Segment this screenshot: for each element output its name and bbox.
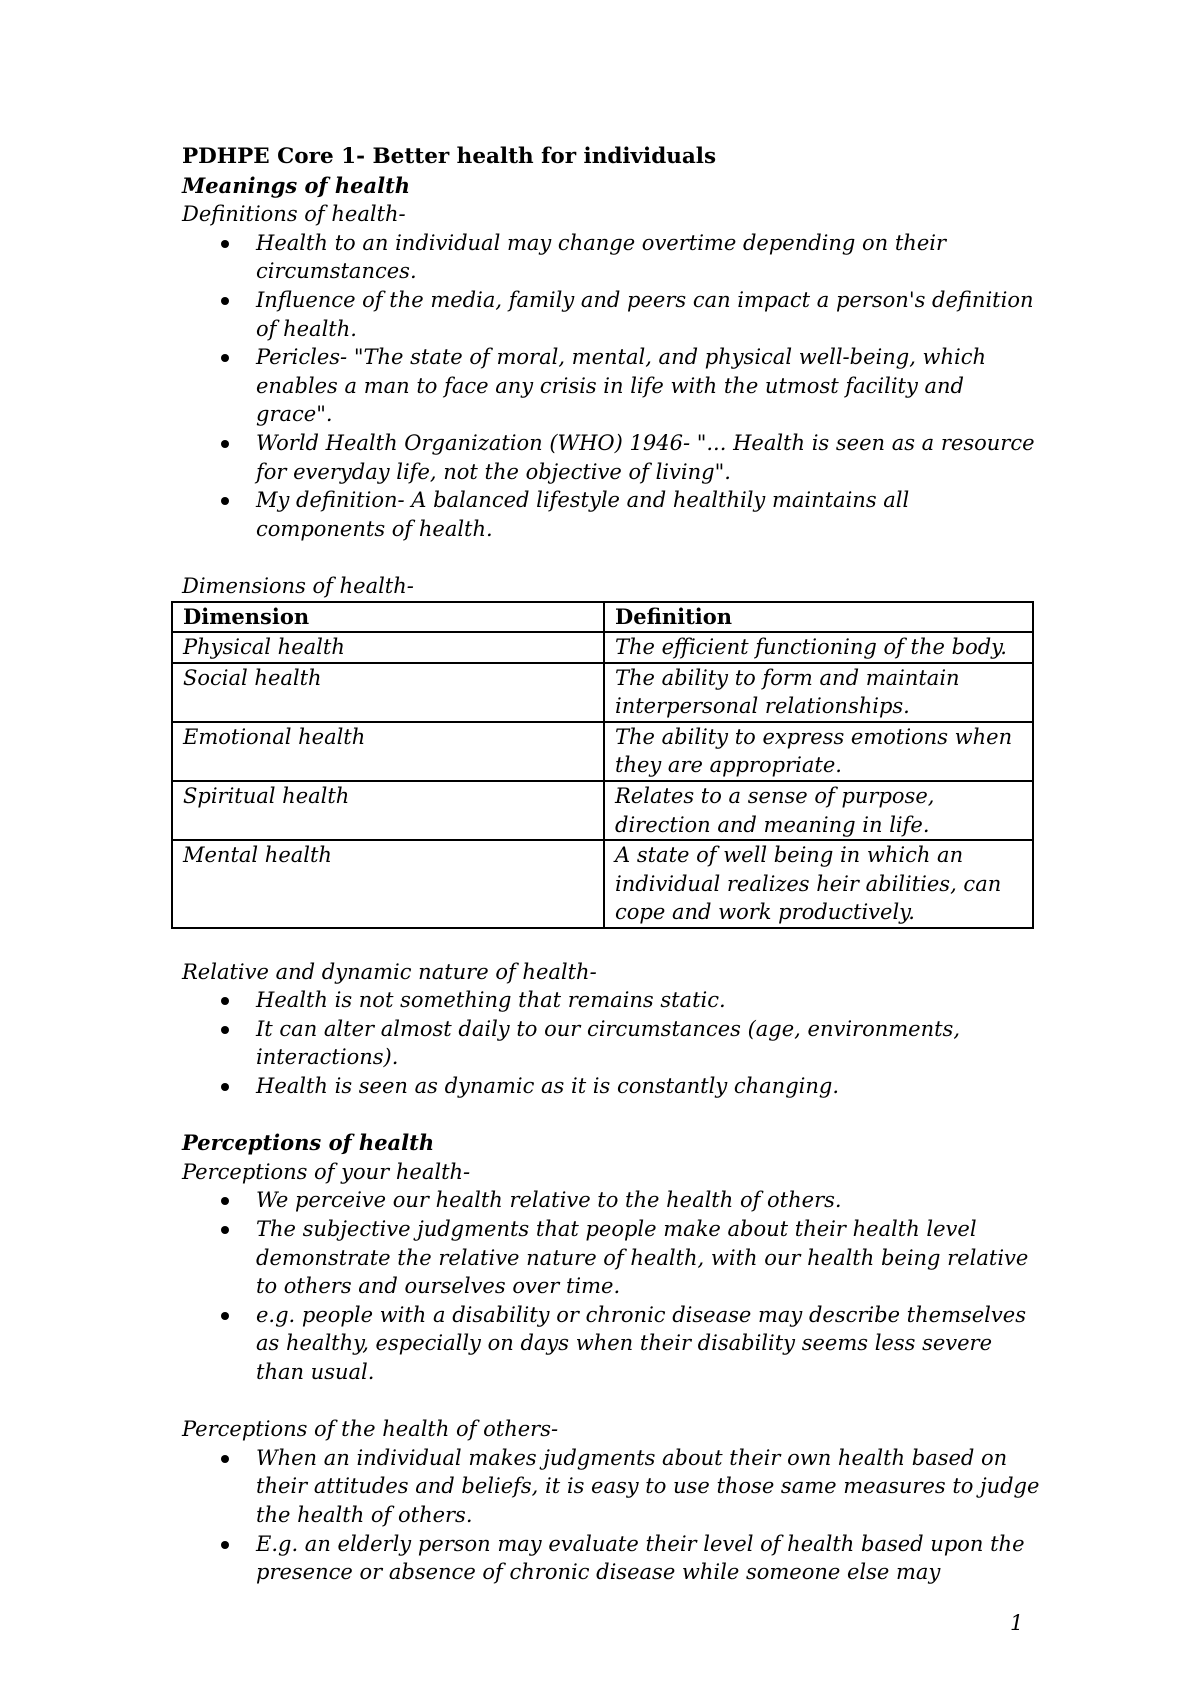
relative-list xyxy=(182,986,1042,1100)
list-item: Influence of the media, family and peers can impact a person's definition of health. xyxy=(182,286,1042,343)
list-item: My definition- A balanced lifestyle and healthily maintains all components of health. xyxy=(182,486,1042,543)
table-cell: Mental health xyxy=(172,840,604,928)
subheading-definitions: Definitions of health- xyxy=(182,202,406,227)
others-health-list xyxy=(182,1444,1042,1587)
list-item: E.g. an elderly person may evaluate their level of health based upon the presence or absence of chronic disease while someone else may xyxy=(182,1530,1042,1587)
your-health-list xyxy=(182,1186,1042,1386)
subheading-your-health: Perceptions of your health- xyxy=(182,1159,471,1184)
table-cell: The ability to express emotions when they are appropriate. xyxy=(604,722,1033,781)
definitions-list xyxy=(182,229,1042,544)
table-cell: Emotional health xyxy=(172,722,604,781)
spacer xyxy=(182,1101,1042,1130)
spacer xyxy=(182,929,1042,958)
spacer xyxy=(182,543,1042,572)
table-row xyxy=(172,781,1033,840)
document-title: PDHPE Core 1- Better health for individuals xyxy=(182,144,717,169)
list-item: It can alter almost daily to our circumstances (age, environments, interactions). xyxy=(182,1015,1042,1072)
list-item: Pericles- "The state of moral, mental, and physical well-being, which enables a man to face any crisis in life with the utmost facility and grace". xyxy=(182,343,1042,429)
table-cell: Social health xyxy=(172,663,604,722)
list-item: Health is not something that remains static. xyxy=(182,986,1042,1015)
list-item: When an individual makes judgments about their own health based on their attitudes and beliefs, it is easy to use those same measures to judge the health of others. xyxy=(182,1444,1042,1530)
dimensions-table xyxy=(171,601,1034,930)
table-row xyxy=(172,722,1033,781)
table-cell: Physical health xyxy=(172,632,604,663)
table-cell: The ability to form and maintain interpersonal relationships. xyxy=(604,663,1033,722)
table-row xyxy=(172,632,1033,663)
section-heading-meanings: Meanings of health xyxy=(182,172,411,198)
document-page xyxy=(182,143,1042,1587)
section-heading-perceptions: Perceptions of health xyxy=(182,1130,435,1156)
list-item: e.g. people with a disability or chronic disease may describe themselves as healthy, especially on days when their disability seems less severe than usual. xyxy=(182,1301,1042,1387)
table-cell: Relates to a sense of purpose, direction and meaning in life. xyxy=(604,781,1033,840)
table-header-cell: Dimension xyxy=(172,602,604,633)
table-cell: The efficient functioning of the body. xyxy=(604,632,1033,663)
subheading-dimensions: Dimensions of health- xyxy=(182,573,414,598)
list-item: We perceive our health relative to the health of others. xyxy=(182,1186,1042,1215)
spacer xyxy=(182,1387,1042,1416)
list-item: The subjective judgments that people make about their health level demonstrate the relative nature of health, with our health being relative to others and ourselves over time. xyxy=(182,1215,1042,1301)
subheading-others-health: Perceptions of the health of others- xyxy=(182,1417,559,1442)
list-item: Health to an individual may change overtime depending on their circumstances. xyxy=(182,229,1042,286)
table-row xyxy=(172,663,1033,722)
list-item: Health is seen as dynamic as it is constantly changing. xyxy=(182,1072,1042,1101)
list-item: World Health Organization (WHO) 1946- "... Health is seen as a resource for everyday life, not the objective of living". xyxy=(182,429,1042,486)
table-row xyxy=(172,840,1033,928)
table-cell: Spiritual health xyxy=(172,781,604,840)
subheading-relative: Relative and dynamic nature of health- xyxy=(182,959,597,984)
page-number: 1 xyxy=(1010,1611,1024,1635)
table-cell: A state of well being in which an individual realizes heir abilities, can cope and work productively. xyxy=(604,840,1033,928)
table-header-row xyxy=(172,602,1033,633)
table-header-cell: Definition xyxy=(604,602,1033,633)
